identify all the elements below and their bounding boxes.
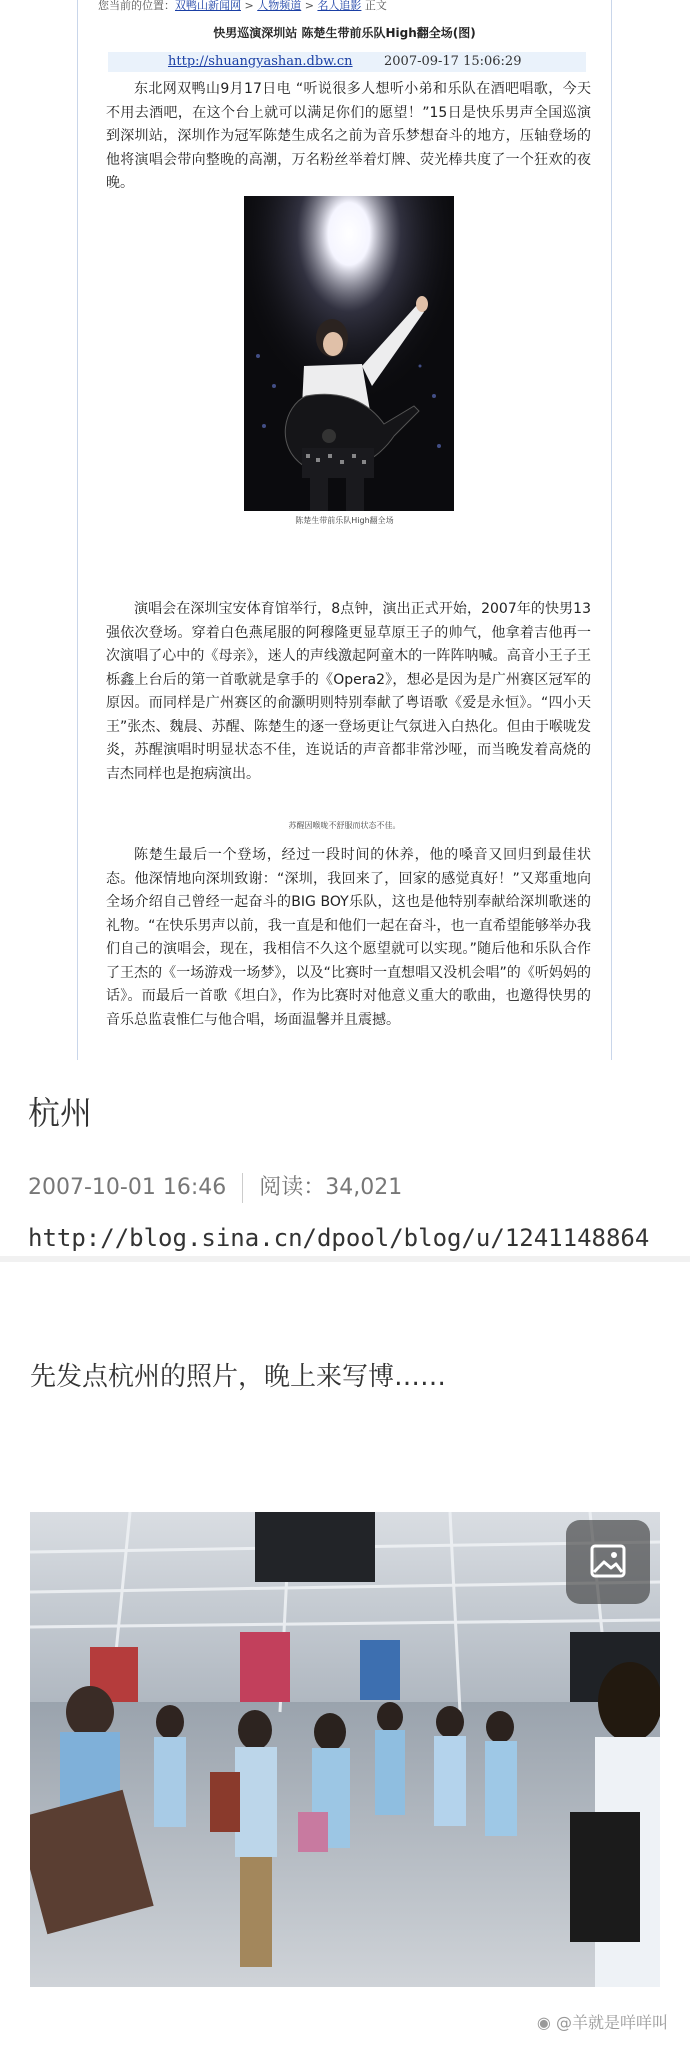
breadcrumb-section-link[interactable]: 名人追影	[317, 0, 362, 12]
breadcrumb-suffix: 正文	[361, 0, 387, 12]
breadcrumb-prefix: 您当前的位置：	[98, 0, 175, 12]
article-clipping	[77, 0, 612, 1060]
breadcrumb-site-link[interactable]: 双鸭山新闻网	[175, 0, 241, 12]
article-paragraph-1: 东北网双鸭山9月17日电 “听说很多人想听小弟和乐队在酒吧唱歌，今天不用去酒吧，在这个台上就可以满足你们的愿望！”15日是快乐男声全国巡演到深圳站，深圳作为冠军陈楚生成名之前为音乐梦想奋斗的地方，压轴登场的他将演唱会带向整晚的高潮，万名粉丝举着灯牌、荧光棒共度了一个狂欢的夜晚。	[106, 81, 591, 191]
blog-url[interactable]: http://blog.sina.cn/dpool/blog/u/1241148864	[28, 1224, 650, 1252]
concert-photo-illustration	[244, 196, 454, 511]
breadcrumb-separator: >	[301, 0, 318, 12]
breadcrumb-channel-link[interactable]: 人物频道	[257, 0, 302, 12]
section-divider	[0, 1256, 690, 1262]
photo-caption-1: 陈楚生带前乐队High翻全场	[295, 516, 394, 525]
source-bar	[108, 52, 586, 72]
article-paragraph-3: 陈楚生最后一个登场，经过一段时间的休养，他的嗓音又回归到最佳状态。他深情地向深圳致谢：“深圳，我回来了，回家的感觉真好！”又郑重地向全场介绍自己曾经一起奋斗的BIG BOY乐队，这也是他特别奉献给深圳歌迷的礼物。“在快乐男声以前，我一直是和他们一起在奋斗，也一直希望能够举办我们自己的演唱会，现在，我相信不久这个愿望就可以实现。”随后他和乐队合作了王杰的《一场游戏一场梦》，以及“比赛时一直想唱又没机会唱”的《听妈妈的话》。而最后一首歌《坦白》，作为比赛时对他意义重大的歌曲，也邀得快男的音乐总监袁惟仁与他合唱，场面温馨并且震撼。	[106, 847, 591, 1028]
meta-divider	[242, 1173, 243, 1203]
view-image-button[interactable]	[566, 1520, 650, 1604]
blog-heading: 杭州	[28, 1094, 93, 1132]
photo-caption-2: 苏醒因喉咙不舒服而状态不佳。	[288, 821, 401, 830]
source-link[interactable]: http://shuangyashan.dbw.cn	[168, 54, 353, 69]
concert-photo	[244, 196, 454, 511]
blog-date: 2007-10-01 16:46	[28, 1175, 227, 1200]
breadcrumb	[98, 0, 387, 13]
watermark-text: @羊就是咩咩叫	[555, 2013, 668, 2032]
blog-post-text: 先发点杭州的照片，晚上来写博……	[30, 1362, 447, 1392]
publish-date: 2007-09-17 15:06:29	[384, 54, 522, 69]
blog-meta	[28, 1170, 402, 1203]
weibo-icon: ◉	[536, 2013, 551, 2032]
blog-read-count: 阅读：34,021	[259, 1175, 403, 1200]
article-paragraph-2: 演唱会在深圳宝安体育馆举行，8点钟，演出正式开始，2007年的快男13强依次登场。穿着白色燕尾服的阿穆隆更显草原王子的帅气，他拿着吉他再一次演唱了心中的《母亲》，迷人的声线激起阿童木的一阵阵呐喊。高音小王子王栎鑫上台后的第一首歌就是拿手的《Opera2》，想必是因为是广州赛区冠军的原因。而同样是广州赛区的俞灏明则特别奉献了粤语歌《爱是永恒》。“四小天王”张杰、魏晨、苏醒、陈楚生的逐一登场更让气氛进入白热化。但由于喉咙发炎，苏醒演唱时明显状态不佳，连说话的声音都非常沙哑，而当晚发着高烧的吉杰同样也是抱病演出。	[106, 601, 591, 782]
breadcrumb-separator: >	[241, 0, 258, 12]
article-title: 快男巡演深圳站 陈楚生带前乐队High翻全场(图)	[213, 26, 476, 40]
watermark	[537, 2010, 668, 2033]
image-icon	[566, 1520, 650, 1604]
